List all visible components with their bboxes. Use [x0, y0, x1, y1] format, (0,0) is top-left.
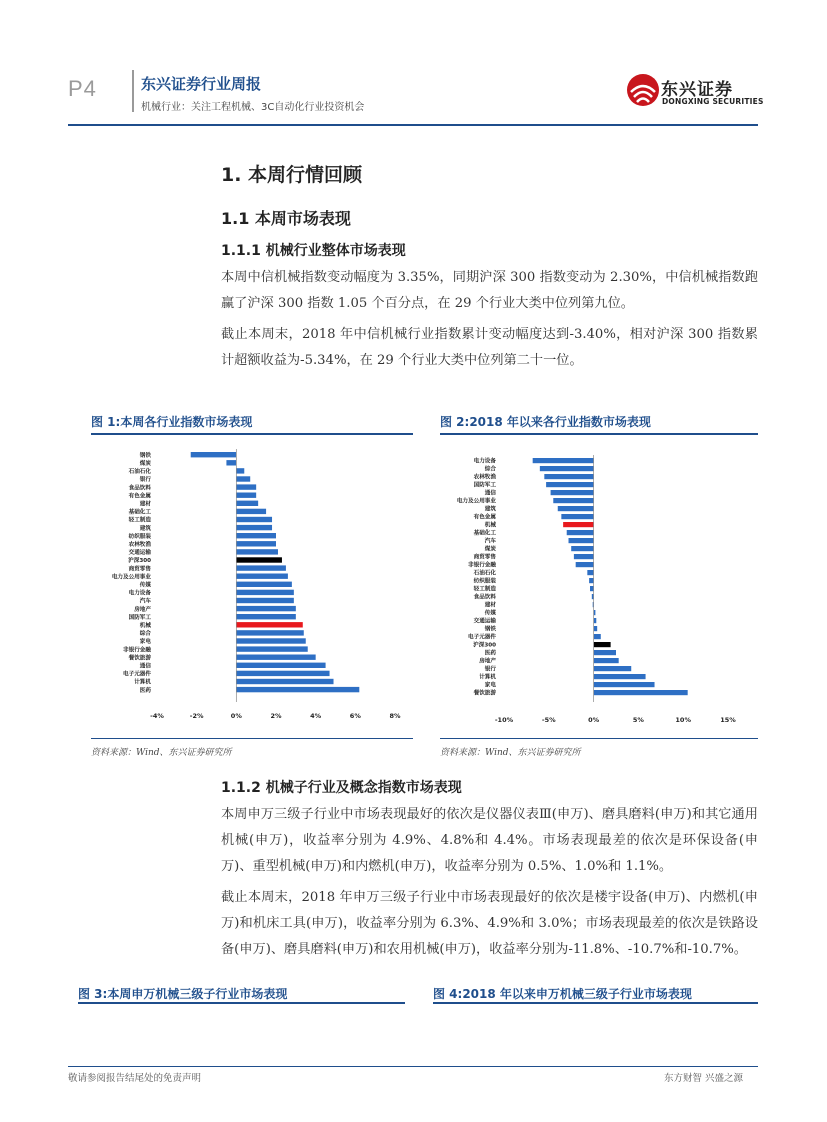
bar-3	[236, 468, 244, 473]
bar-23	[594, 634, 601, 639]
bar-2	[226, 460, 236, 465]
bar-10	[567, 530, 594, 535]
header-rule	[68, 124, 758, 126]
category-label: 钢铁	[139, 452, 151, 459]
bar-25	[594, 650, 616, 655]
bar-26	[594, 658, 619, 663]
category-label: 医药	[484, 650, 496, 657]
category-label: 电子元器件	[468, 634, 496, 641]
bar-20	[236, 606, 295, 611]
x-tick-label: 8%	[389, 712, 401, 720]
category-label: 电力及公用事业	[456, 498, 496, 505]
bar-23	[236, 630, 303, 635]
figure-1-source: 资料来源：Wind、东兴证券研究所	[91, 748, 232, 758]
bar-27	[594, 666, 632, 671]
x-tick-label: -2%	[189, 712, 204, 720]
figure-4-rule	[433, 1002, 758, 1004]
category-label: 汽车	[484, 538, 496, 545]
bar-15	[587, 570, 593, 575]
category-label: 银行	[484, 666, 496, 673]
bar-22	[236, 622, 302, 627]
bar-3	[544, 474, 593, 479]
category-label: 电子元器件	[123, 671, 151, 678]
category-label: 电力设备	[128, 590, 151, 597]
bar-26	[236, 655, 315, 660]
figure-2-bottom-rule	[440, 738, 758, 739]
x-tick-label: 5%	[632, 716, 644, 724]
section-heading-1-1-2: 1.1.2 机械子行业及概念指数市场表现	[221, 780, 462, 796]
section-heading-1-1-1: 1.1.1 机械行业整体市场表现	[221, 243, 406, 259]
bar-12	[236, 541, 276, 546]
category-label: 基础化工	[128, 509, 151, 516]
x-tick-label: 6%	[349, 712, 361, 720]
category-label: 食品饮料	[128, 485, 151, 492]
report-title: 东兴证券行业周报	[141, 75, 262, 93]
bar-24	[594, 642, 611, 647]
bar-6	[553, 498, 593, 503]
report-subtitle: 机械行业：关注工程机械、3C自动化行业投资机会	[141, 102, 365, 113]
category-label: 综合	[484, 466, 496, 473]
bar-7	[558, 506, 594, 511]
figure-3-rule	[78, 1002, 405, 1004]
category-label: 有色金属	[473, 514, 496, 521]
category-label: 传媒	[139, 582, 151, 589]
bar-29	[236, 679, 333, 684]
x-tick-label: 2%	[270, 712, 282, 720]
category-label: 机械	[139, 623, 151, 629]
category-label: 通信	[139, 663, 151, 670]
bar-8	[561, 514, 593, 519]
x-tick-label: -10%	[494, 716, 514, 724]
category-label: 房地产	[479, 658, 496, 665]
bar-1	[191, 452, 237, 457]
bar-16	[589, 578, 593, 583]
bar-28	[594, 674, 646, 679]
bar-7	[236, 501, 258, 506]
bar-11	[569, 538, 594, 543]
bar-11	[236, 533, 276, 538]
bar-22	[594, 626, 598, 631]
bar-17	[236, 582, 292, 587]
category-label: 纺织服装	[128, 533, 151, 540]
category-label: 煤炭	[484, 546, 496, 553]
bar-24	[236, 638, 305, 643]
category-label: 电力设备	[473, 458, 496, 465]
category-label: 农林牧渔	[473, 474, 496, 481]
bar-12	[571, 546, 593, 551]
section-heading-1-1: 1.1 本周市场表现	[221, 209, 351, 228]
bar-17	[590, 586, 594, 591]
bar-30	[236, 687, 359, 692]
bar-15	[236, 565, 286, 570]
section-heading-1: 1. 本周行情回顾	[221, 164, 363, 186]
category-label: 钢铁	[484, 626, 496, 633]
page-number: P4	[68, 76, 97, 101]
figure-2-source: 资料来源：Wind、东兴证券研究所	[440, 748, 581, 758]
bar-10	[236, 525, 272, 530]
figure-1-title: 图 1:本周各行业指数市场表现	[91, 415, 253, 429]
category-label: 商贸零售	[473, 554, 496, 561]
category-label: 交通运输	[473, 618, 496, 625]
category-label: 餐饮旅游	[128, 655, 151, 662]
category-label: 建材	[139, 501, 151, 508]
category-label: 农林牧渔	[128, 542, 151, 548]
category-label: 煤炭	[139, 461, 151, 467]
bar-9	[236, 517, 272, 522]
category-label: 餐饮旅游	[473, 690, 496, 697]
header-divider	[132, 70, 134, 112]
bar-25	[236, 646, 307, 651]
category-label: 电力及公用事业	[111, 574, 151, 581]
figure-4-title: 图 4:2018 年以来申万机械三级子行业市场表现	[433, 987, 692, 1001]
x-tick-label: 15%	[720, 716, 736, 724]
category-label: 石油石化	[128, 469, 151, 476]
bar-30	[594, 690, 688, 695]
category-label: 传媒	[484, 610, 496, 617]
footer-rule	[68, 1066, 758, 1067]
figure-2-title: 图 2:2018 年以来各行业指数市场表现	[440, 415, 651, 429]
bar-28	[236, 671, 329, 676]
category-label: 国防军工	[473, 482, 496, 489]
paragraph: 截止本周末，2018 年中信机械行业指数累计变动幅度达到-3.40%，相对沪深 300 指数累计超额收益为-5.34%，在 29 个行业大类中位列第二十一位。	[221, 327, 758, 368]
bar-4	[546, 482, 593, 487]
category-label: 建筑	[139, 525, 151, 532]
category-label: 商贸零售	[128, 566, 151, 573]
bar-29	[594, 682, 655, 687]
figure-1-rule	[91, 433, 413, 435]
category-label: 计算机	[134, 679, 151, 686]
paragraph: 本周中信机械指数变动幅度为 3.35%，同期沪深 300 指数变动为 2.30%，中信机械指数跑赢了沪深 300 指数 1.05 个百分点，在 29 个行业大类中位列第九位。	[221, 270, 758, 311]
category-label: 基础化工	[473, 530, 496, 537]
logo-text: 东兴证券	[661, 80, 733, 100]
category-label: 食品饮料	[473, 594, 496, 601]
category-label: 轻工制造	[128, 517, 151, 524]
category-label: 国防军工	[128, 614, 151, 621]
category-label: 通信	[484, 490, 496, 497]
category-label: 建筑	[484, 506, 496, 513]
category-label: 房地产	[134, 606, 151, 613]
category-label: 沪深300	[128, 558, 151, 565]
category-label: 沪深300	[473, 642, 496, 649]
category-label: 家电	[484, 682, 496, 689]
bar-5	[236, 484, 256, 489]
category-label: 非银行金融	[123, 647, 151, 654]
category-label: 交通运输	[128, 550, 151, 557]
x-tick-label: 4%	[310, 712, 322, 720]
category-label: 建材	[484, 602, 496, 609]
bar-14	[576, 562, 594, 567]
category-label: 非银行金融	[468, 562, 496, 569]
bar-21	[236, 614, 295, 619]
category-label: 机械	[484, 522, 496, 529]
category-label: 综合	[139, 631, 151, 638]
bar-13	[574, 554, 594, 559]
x-tick-label: -5%	[541, 716, 556, 724]
figure-3-title: 图 3:本周申万机械三级子行业市场表现	[78, 987, 288, 1001]
bar-21	[594, 618, 597, 623]
category-label: 有色金属	[128, 493, 151, 500]
x-tick-label: 0%	[230, 712, 242, 720]
bar-2	[540, 466, 594, 471]
category-label: 轻工制造	[473, 586, 496, 593]
bar-4	[236, 476, 250, 481]
x-tick-label: 10%	[675, 716, 691, 724]
chart-1	[91, 440, 413, 735]
footer-slogan: 东方财智 兴盛之源	[664, 1073, 744, 1084]
bar-9	[563, 522, 593, 527]
bar-18	[236, 590, 294, 595]
bar-14	[236, 557, 282, 562]
bar-16	[236, 574, 288, 579]
bar-19	[236, 598, 294, 603]
bar-6	[236, 493, 256, 498]
x-tick-label: 0%	[588, 716, 600, 724]
logo-mark-icon	[627, 72, 659, 108]
category-label: 石油石化	[473, 570, 496, 577]
bar-8	[236, 509, 266, 514]
paragraph: 截止本周末，2018 年申万三级子行业中市场表现最好的依次是楼宇设备(申万)、内燃机(申万)和机床工具(申万)，收益率分别为 6.3%、4.9%和 3.0%；市场表现最差的依次是铁路设备(申万)、磨具磨料(申万)和农用机械(申万)，收益率分别为-11.8%、-10.7%和-10.7%。	[221, 890, 758, 957]
bar-27	[236, 663, 325, 668]
category-label: 医药	[139, 687, 151, 694]
logo-english: DONGXING SECURITIES	[662, 97, 764, 106]
x-tick-label: -4%	[150, 712, 164, 720]
bar-13	[236, 549, 278, 554]
bar-5	[551, 490, 594, 495]
category-label: 汽车	[139, 598, 151, 605]
figure-2-rule	[440, 433, 758, 435]
chart-2	[440, 440, 758, 735]
category-label: 计算机	[479, 674, 496, 681]
category-label: 纺织服装	[473, 578, 496, 585]
category-label: 银行	[139, 477, 151, 484]
footer-disclaimer: 敬请参阅报告结尾处的免责声明	[68, 1073, 202, 1084]
paragraph: 本周申万三级子行业中市场表现最好的依次是仪器仪表Ⅲ(申万)、磨具磨料(申万)和其它通用机械(申万)，收益率分别为 4.9%、4.8%和 4.4%。市场表现最差的依次是环保设备(申万)、重型机械(申万)和内燃机(申万)，收益率分别为 0.5%、1.0%和 1.1%。	[221, 807, 758, 874]
category-label: 家电	[139, 639, 151, 646]
bar-1	[533, 458, 594, 463]
figure-1-bottom-rule	[91, 738, 413, 739]
